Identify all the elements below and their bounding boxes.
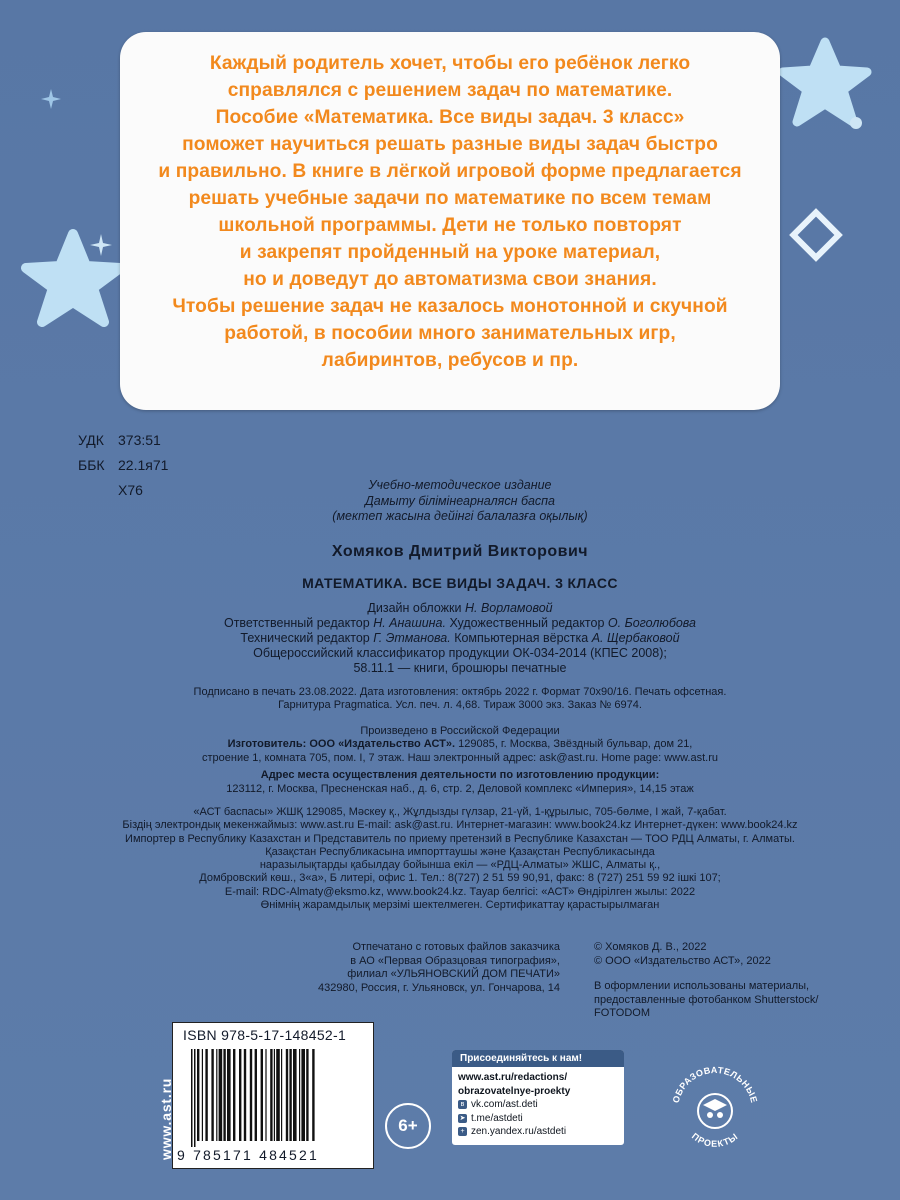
link-zen[interactable]	[458, 1125, 618, 1139]
printer-line: Отпечатано с готовых файлов заказчика	[352, 941, 560, 953]
isbn-barcode	[172, 1022, 374, 1169]
annotation-line: работой, в пособии много занимательных игр,	[224, 323, 676, 344]
link-telegram[interactable]	[458, 1112, 618, 1126]
barcode-bars	[191, 1049, 359, 1147]
credit-name: Г. Этманова.	[373, 630, 451, 645]
credit-label: Художественный редактор	[449, 615, 605, 630]
made-in: Произведено в Российской Федерации	[360, 724, 560, 737]
isbn-number: ISBN 978-5-17-148452-1	[183, 1027, 347, 1043]
svg-text:ПРОЕКТЫ	[690, 1131, 740, 1149]
copyright-info	[594, 941, 818, 1021]
manufacturer-address: 129085, г. Москва, Звёздный бульвар, дом 21,	[458, 738, 693, 750]
manufacturer-info	[60, 725, 860, 797]
okp-line: Общероссийский классификатор продукции ОК-034-2014 (КПЕС 2008);	[253, 645, 667, 660]
vk-icon: в	[458, 1100, 467, 1109]
link-text: vk.com/ast.deti	[471, 1099, 538, 1110]
photo-credit-line: В оформлении использованы материалы,	[594, 980, 810, 993]
imprint-block	[60, 478, 860, 912]
manufacturer-contact: строение 1, комната 705, пом. I, 7 этаж. Наш электронный адрес: ask@ast.ru. Home page: www.ast.ru	[202, 751, 718, 764]
kz-line: Біздің электрондық мекенжаймыз: www.ast.ru E-mail: ask@ast.ru. Интернет-магазин: www.book24.kz Интернет-дүкен: www.book24.kz	[122, 819, 798, 832]
social-header: Присоединяйтесь к нам!	[452, 1050, 624, 1067]
photo-credit-line: предоставленные фотобанком Shutterstock/	[594, 993, 819, 1006]
annotation-card	[120, 32, 780, 410]
credit-label: Ответственный редактор	[223, 615, 370, 630]
diamond-icon	[786, 205, 846, 265]
annotation-line: справлялся с решением задач по математике.	[227, 80, 673, 101]
link-vk[interactable]	[458, 1098, 618, 1112]
manufacturer-label: Изготовитель: ООО «Издательство АСТ».	[227, 738, 456, 750]
edition-line: (мектеп жасына дейінгі балалазға оқылық)	[332, 509, 588, 523]
kazakhstan-info	[60, 806, 860, 912]
printer-line: в АО «Первая Образцовая типография»,	[350, 954, 560, 967]
link-text: t.me/astdeti	[471, 1112, 523, 1124]
svg-text:ОБРАЗОВАТЕЛЬНЫЕ	[671, 1065, 760, 1104]
print-info	[60, 686, 860, 713]
kz-line: Өнімнің жарамдылық мерзімі шектелмеген. Сертификаттау қарастырылмаған	[260, 899, 660, 912]
credit-label: Технический редактор	[240, 630, 370, 645]
bbk-value: 22.1я71	[118, 457, 169, 473]
sparkle-icon	[40, 88, 62, 110]
vertical-url: www.ast.ru	[158, 1077, 174, 1160]
printer-info	[170, 941, 560, 995]
annotation-line: Пособие «Математика. Все виды задач. 3 класс»	[215, 107, 685, 128]
age-rating-badge: 6+	[385, 1103, 431, 1149]
social-links	[452, 1050, 624, 1145]
printer-line: филиал «УЛЬЯНОВСКИЙ ДОМ ПЕЧАТИ»	[347, 968, 560, 981]
kz-line: Қазақстан Республикасына импорттаушы және Қазақстан Республикасында	[265, 845, 655, 858]
credits	[60, 601, 860, 676]
telegram-icon: ➤	[459, 1114, 466, 1122]
copyright-line: © ООО «Издательство АСТ», 2022	[594, 954, 771, 967]
printer-line: 432980, Россия, г. Ульяновск, ул. Гончарова, 14	[318, 981, 560, 994]
author-mark: Х76	[118, 482, 143, 498]
book-title: МАТЕМАТИКА. ВСЕ ВИДЫ ЗАДАЧ. 3 КЛАСС	[302, 574, 618, 591]
link-text: zen.yandex.ru/astdeti	[471, 1126, 567, 1137]
education-projects-logo	[660, 1055, 770, 1165]
print-info-line: Гарнитура Pragmatica. Усл. печ. л. 4,68. Тираж 3000 экз. Заказ № 6974.	[278, 699, 642, 711]
kz-line: наразылықтарды қабылдау бойынша екіл — «РДЦ-Алматы» ЖШС, Алматы қ.,	[259, 859, 661, 872]
kz-line: E-mail: RDC-Almaty@eksmo.kz, www.book24.kz. Тауар белгісі: «АСТ» Өндірілген жылы: 2022	[224, 885, 696, 898]
sparkle-icon	[88, 232, 114, 258]
credit-name: Н. Анашина.	[373, 615, 446, 630]
photo-credit-line: FOTODOM	[594, 1007, 651, 1020]
annotation-line: решать учебные задачи по математике по всем темам	[188, 188, 712, 209]
logo-text-top: ОБРАЗОВАТЕЛЬНЫЕ	[670, 1064, 760, 1105]
okp-line: 58.11.1 — книги, брошюры печатные	[353, 660, 567, 675]
annotation-line: и правильно. В книге в лёгкой игровой форме предлагается	[158, 161, 742, 182]
credit-name: А. Щербаковой	[591, 630, 680, 645]
annotation-line: Каждый родитель хочет, чтобы его ребёнок легко	[209, 53, 691, 74]
link-text: www.ast.ru/redactions/	[458, 1072, 568, 1083]
annotation-line: но и доведут до автоматизма свои знания.	[243, 269, 657, 290]
edition-type	[60, 478, 860, 525]
edition-line: Дамыту білімінеарналясн баспа	[364, 493, 556, 508]
kz-line: Домбровский көш., 3«а», Б литері, офис 1. Тел.: 8(727) 2 51 59 90,91, факс: 8 (727) 251 59 92 ішкі 107;	[199, 872, 721, 885]
annotation-line: Чтобы решение задач не казалось монотонной и скучной	[172, 296, 728, 317]
credit-label: Дизайн обложки	[367, 600, 462, 615]
udk-value: 373:51	[118, 432, 161, 448]
barcode-digits: 9 785171 484521	[177, 1147, 319, 1163]
credit-name: О. Боголюбова	[607, 615, 696, 630]
annotation-line: и закрепят пройденный на уроке материал,	[239, 242, 661, 263]
production-address-label: Адрес места осуществления деятельности по изготовлению продукции:	[260, 769, 660, 781]
link-redactions-2[interactable]	[458, 1085, 618, 1099]
link-redactions[interactable]	[458, 1071, 618, 1085]
production-address: 123112, г. Москва, Пресненская наб., д. 6, стр. 2, Деловой комплекс «Империя», 14,15 этаж	[226, 782, 694, 795]
print-info-line: Подписано в печать 23.08.2022. Дата изготовления: октябрь 2022 г. Формат 70х90/16. Печать офсетная.	[193, 685, 727, 698]
logo-text-bottom: ПРОЕКТЫ	[689, 1130, 741, 1149]
sparkle-icon	[845, 112, 867, 134]
kz-line: «АСТ баспасы» ЖШҚ 129085, Мәскеу қ., Жұлдызды гүлзар, 21-үй, 1-құрылыс, 705-бөлме, I жай, 7-қабат.	[193, 806, 727, 818]
author-name: Хомяков Дмитрий Викторович	[331, 542, 589, 560]
annotation-line: поможет научиться решать разные виды задач быстро	[182, 134, 718, 155]
udk-label: УДК	[78, 432, 104, 448]
annotation-line: школьной программы. Дети не только повторят	[218, 215, 682, 236]
link-text: obrazovatelnye-proekty	[458, 1085, 571, 1097]
credit-name: Н. Ворламовой	[464, 600, 553, 615]
annotation-text	[120, 50, 780, 374]
edition-line: Учебно-методическое издание	[368, 478, 552, 492]
copyright-line: © Хомяков Д. В., 2022	[594, 941, 707, 953]
zen-icon: +	[458, 1127, 467, 1136]
credit-label: Компьютерная вёрстка	[454, 630, 589, 645]
annotation-line: лабиринтов, ребусов и пр.	[321, 350, 579, 371]
bbk-label: ББК	[78, 457, 105, 473]
kz-line: Импортер в Республику Казахстан и Представитель по приему претензий в Республике Казахстан — ТОО РДЦ Алматы, г. Алматы.	[125, 832, 795, 845]
